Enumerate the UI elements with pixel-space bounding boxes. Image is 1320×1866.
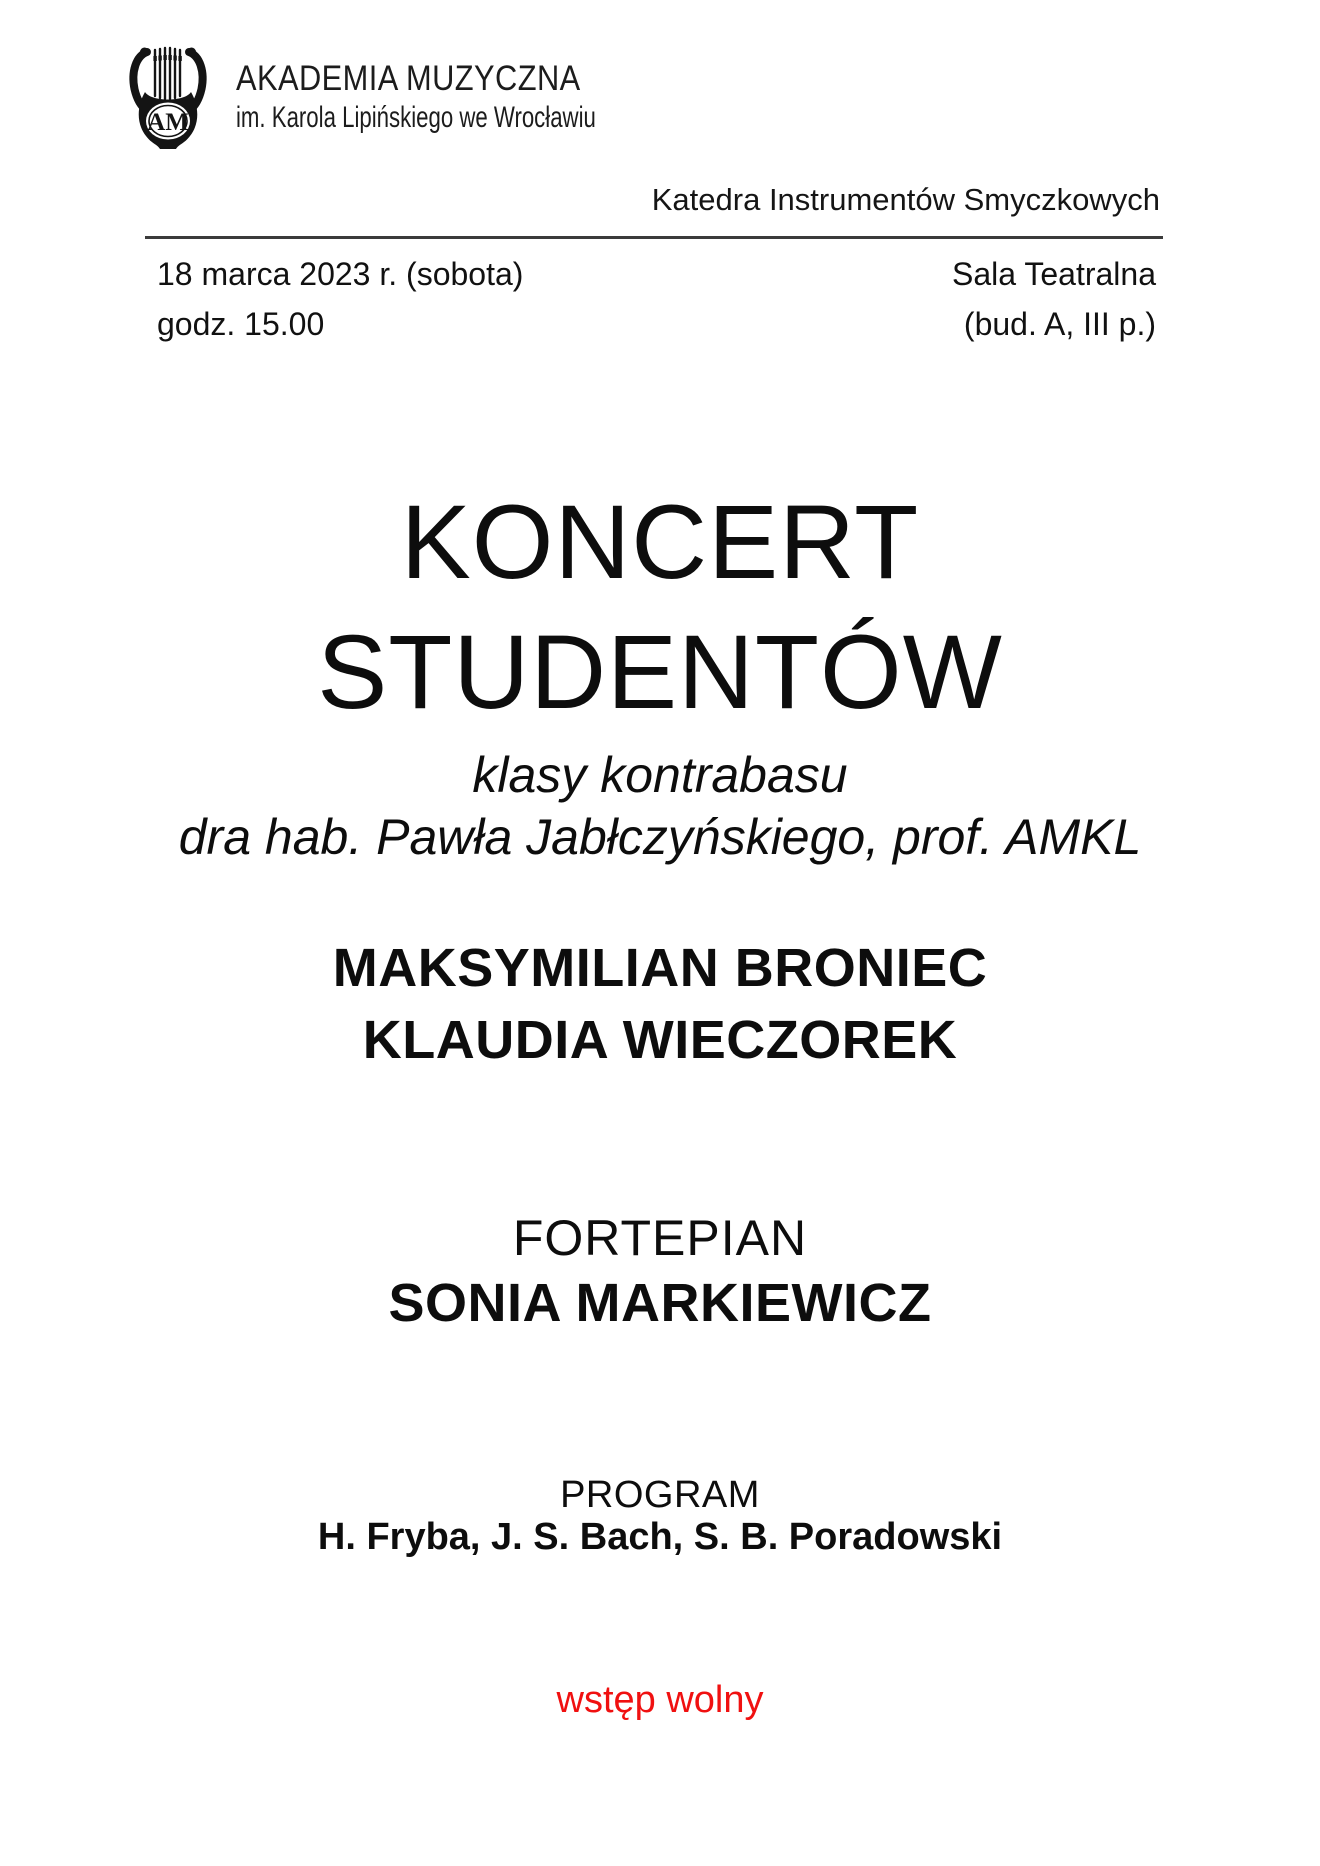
event-venue: Sala Teatralna — [952, 256, 1156, 292]
event-date: 18 marca 2023 r. (sobota) — [157, 256, 524, 292]
program-composers: H. Fryba, J. S. Bach, S. B. Poradowski — [317, 1516, 1003, 1558]
brand-subname: im. Karola Lipińskiego we Wrocławiu — [236, 101, 596, 134]
program-heading: PROGRAM — [560, 1474, 760, 1516]
accompanist-name: SONIA MARKIEWICZ — [388, 1273, 932, 1333]
admission-note: wstęp wolny — [556, 1679, 764, 1721]
lyre-icon — [118, 44, 218, 150]
brand-block — [236, 60, 722, 135]
divider-rule — [145, 236, 1163, 239]
event-time: godz. 15.00 — [157, 306, 325, 342]
brand-name: AKADEMIA MUZYCZNA — [236, 59, 581, 98]
event-info-row-1 — [157, 256, 1156, 293]
academy-logo — [118, 44, 218, 150]
title-line-1: KONCERT — [400, 484, 920, 601]
title-line-2: STUDENTÓW — [317, 614, 1003, 731]
page-title — [0, 478, 1320, 738]
performer-name: KLAUDIA WIECZOREK — [362, 1010, 958, 1070]
event-info-row-2 — [157, 306, 1156, 343]
department-label: Katedra Instrumentów Smyczkowych — [651, 182, 1160, 217]
event-venue-detail: (bud. A, III p.) — [963, 306, 1156, 342]
logo-monogram: AM — [147, 109, 189, 136]
subtitle-line-2: dra hab. Pawła Jabłczyńskiego, prof. AMKL — [178, 809, 1142, 865]
class-subtitle — [0, 744, 1320, 868]
accompanist-role: FORTEPIAN — [512, 1210, 808, 1266]
subtitle-line-1: klasy kontrabasu — [472, 747, 848, 803]
performers-list — [0, 932, 1320, 1076]
performer-name: MAKSYMILIAN BRONIEC — [332, 938, 988, 998]
